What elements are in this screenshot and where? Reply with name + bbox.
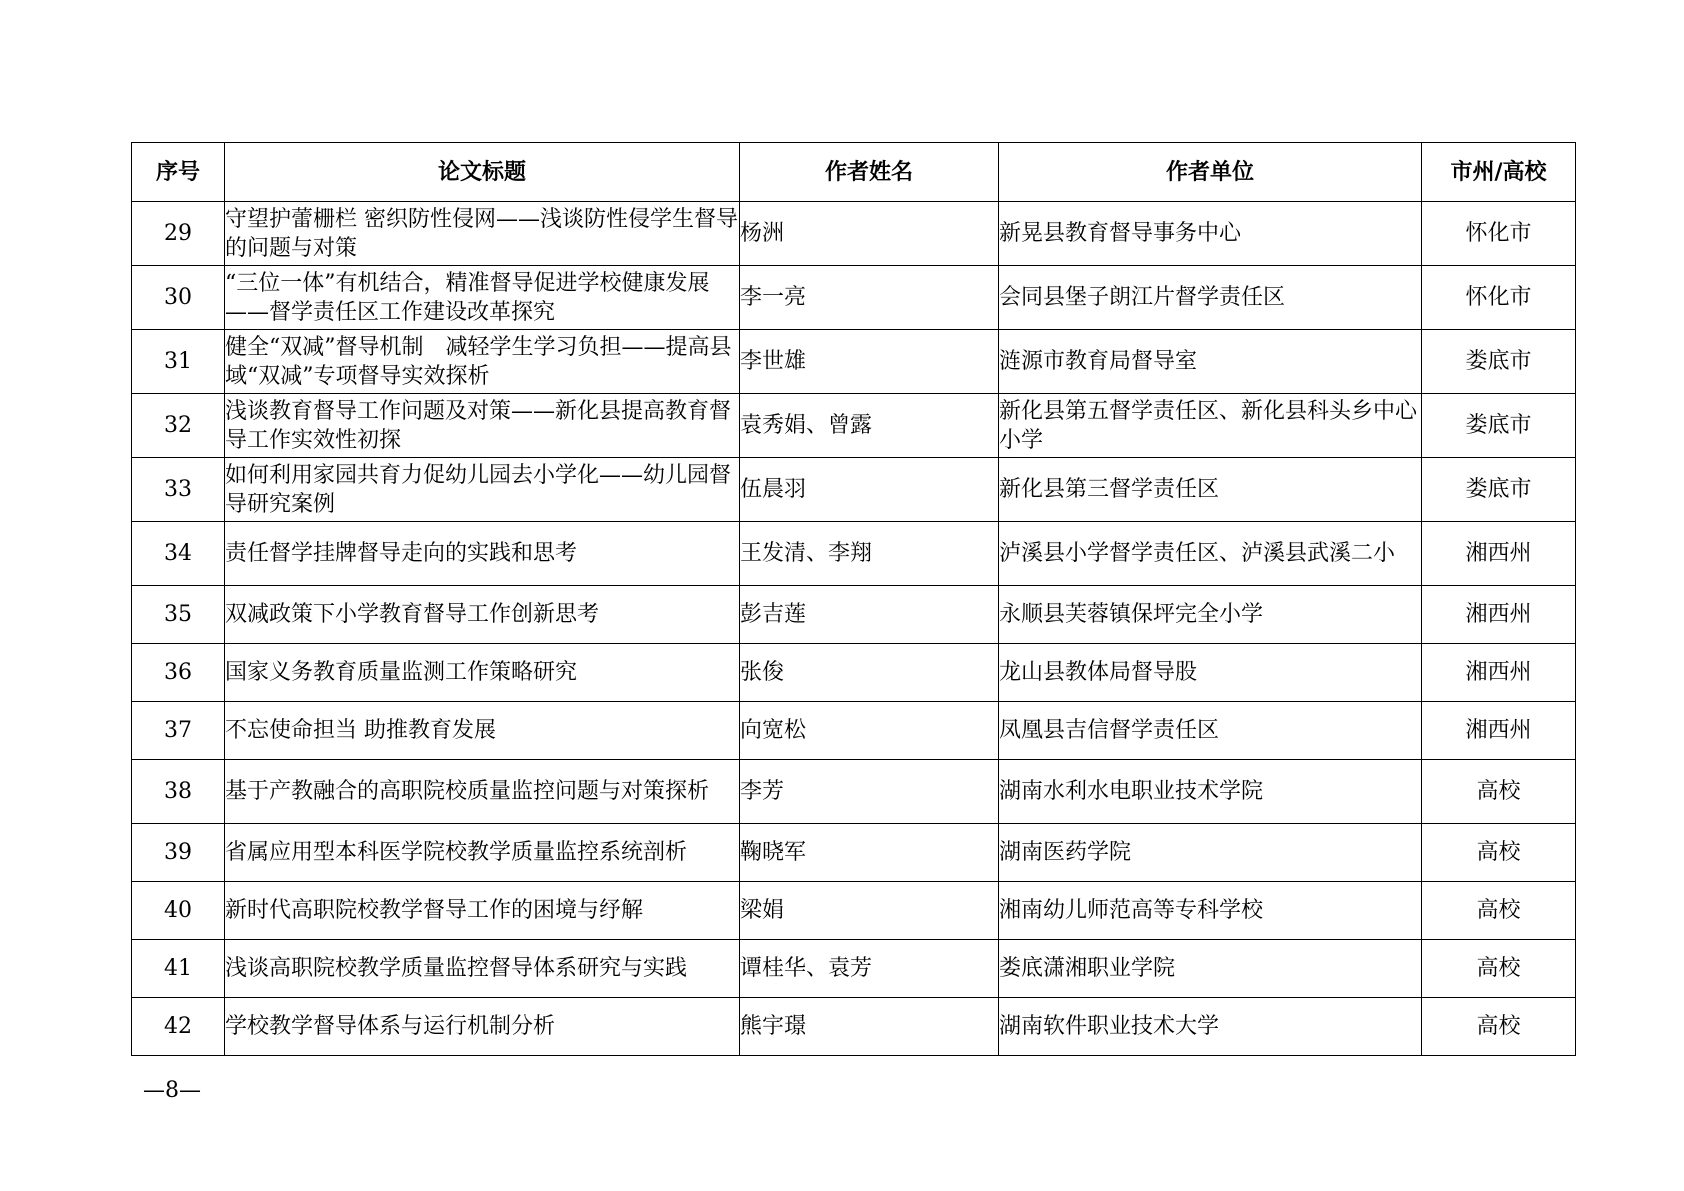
cell-author-name: 向宽松 xyxy=(740,702,999,760)
cell-author-unit: 湖南软件职业技术大学 xyxy=(999,998,1422,1056)
cell-author-unit: 湖南医药学院 xyxy=(999,824,1422,882)
table-row xyxy=(132,882,1576,940)
cell-city-or-university: 湘西州 xyxy=(1422,702,1576,760)
cell-paper-title: 国家义务教育质量监测工作策略研究 xyxy=(225,644,740,702)
cell-author-unit: 永顺县芙蓉镇保坪完全小学 xyxy=(999,586,1422,644)
cell-paper-title: 健全“双减”督导机制 减轻学生学习负担——提高县域“双减”专项督导实效探析 xyxy=(225,330,740,394)
cell-serial-number: 39 xyxy=(132,824,225,882)
cell-serial-number: 40 xyxy=(132,882,225,940)
cell-city-or-university: 怀化市 xyxy=(1422,202,1576,266)
cell-author-name: 李世雄 xyxy=(740,330,999,394)
table-row xyxy=(132,644,1576,702)
cell-author-name: 李芳 xyxy=(740,760,999,824)
cell-city-or-university: 高校 xyxy=(1422,824,1576,882)
table-row xyxy=(132,940,1576,998)
cell-serial-number: 38 xyxy=(132,760,225,824)
cell-city-or-university: 娄底市 xyxy=(1422,394,1576,458)
cell-author-name: 张俊 xyxy=(740,644,999,702)
header-city-or-university: 市州/高校 xyxy=(1422,143,1576,202)
table-row xyxy=(132,760,1576,824)
cell-author-name: 李一亮 xyxy=(740,266,999,330)
cell-city-or-university: 高校 xyxy=(1422,998,1576,1056)
header-serial-number: 序号 xyxy=(132,143,225,202)
page-number: —8— xyxy=(143,1078,201,1103)
cell-author-unit: 新化县第五督学责任区、新化县科头乡中心小学 xyxy=(999,394,1422,458)
cell-serial-number: 31 xyxy=(132,330,225,394)
header-paper-title: 论文标题 xyxy=(225,143,740,202)
table-row xyxy=(132,824,1576,882)
table-row xyxy=(132,266,1576,330)
table-row xyxy=(132,522,1576,586)
cell-city-or-university: 高校 xyxy=(1422,760,1576,824)
cell-author-unit: 凤凰县吉信督学责任区 xyxy=(999,702,1422,760)
cell-city-or-university: 湘西州 xyxy=(1422,644,1576,702)
table-row xyxy=(132,394,1576,458)
cell-serial-number: 37 xyxy=(132,702,225,760)
cell-author-unit: 泸溪县小学督学责任区、泸溪县武溪二小 xyxy=(999,522,1422,586)
cell-paper-title: 如何利用家园共育力促幼儿园去小学化——幼儿园督导研究案例 xyxy=(225,458,740,522)
cell-paper-title: 责任督学挂牌督导走向的实践和思考 xyxy=(225,522,740,586)
cell-author-unit: 娄底潇湘职业学院 xyxy=(999,940,1422,998)
cell-author-name: 谭桂华、袁芳 xyxy=(740,940,999,998)
cell-author-unit: 湖南水利水电职业技术学院 xyxy=(999,760,1422,824)
cell-author-unit: 会同县堡子朗江片督学责任区 xyxy=(999,266,1422,330)
table-header-row xyxy=(132,143,1576,202)
cell-paper-title: 双减政策下小学教育督导工作创新思考 xyxy=(225,586,740,644)
table-row xyxy=(132,702,1576,760)
cell-serial-number: 42 xyxy=(132,998,225,1056)
cell-serial-number: 41 xyxy=(132,940,225,998)
cell-author-unit: 新晃县教育督导事务中心 xyxy=(999,202,1422,266)
cell-paper-title: 新时代高职院校教学督导工作的困境与纾解 xyxy=(225,882,740,940)
cell-paper-title: 浅谈教育督导工作问题及对策——新化县提高教育督导工作实效性初探 xyxy=(225,394,740,458)
table-row xyxy=(132,330,1576,394)
cell-paper-title: 省属应用型本科医学院校教学质量监控系统剖析 xyxy=(225,824,740,882)
cell-author-name: 彭吉莲 xyxy=(740,586,999,644)
cell-paper-title: 守望护蕾栅栏 密织防性侵网——浅谈防性侵学生督导的问题与对策 xyxy=(225,202,740,266)
cell-author-name: 鞠晓军 xyxy=(740,824,999,882)
table-row xyxy=(132,586,1576,644)
header-author-name: 作者姓名 xyxy=(740,143,999,202)
cell-city-or-university: 怀化市 xyxy=(1422,266,1576,330)
cell-serial-number: 36 xyxy=(132,644,225,702)
cell-author-name: 杨洲 xyxy=(740,202,999,266)
cell-city-or-university: 娄底市 xyxy=(1422,458,1576,522)
cell-city-or-university: 高校 xyxy=(1422,940,1576,998)
table-row xyxy=(132,458,1576,522)
cell-paper-title: 学校教学督导体系与运行机制分析 xyxy=(225,998,740,1056)
cell-paper-title: 浅谈高职院校教学质量监控督导体系研究与实践 xyxy=(225,940,740,998)
cell-serial-number: 34 xyxy=(132,522,225,586)
paper-list-table xyxy=(131,142,1576,1056)
cell-city-or-university: 湘西州 xyxy=(1422,522,1576,586)
cell-paper-title: “三位一体”有机结合，精准督导促进学校健康发展——督学责任区工作建设改革探究 xyxy=(225,266,740,330)
cell-author-unit: 涟源市教育局督导室 xyxy=(999,330,1422,394)
cell-author-name: 梁娟 xyxy=(740,882,999,940)
cell-author-name: 伍晨羽 xyxy=(740,458,999,522)
cell-author-name: 袁秀娟、曾露 xyxy=(740,394,999,458)
table-row xyxy=(132,202,1576,266)
cell-paper-title: 不忘使命担当 助推教育发展 xyxy=(225,702,740,760)
cell-author-unit: 新化县第三督学责任区 xyxy=(999,458,1422,522)
cell-serial-number: 30 xyxy=(132,266,225,330)
cell-serial-number: 35 xyxy=(132,586,225,644)
cell-author-unit: 湘南幼儿师范高等专科学校 xyxy=(999,882,1422,940)
cell-paper-title: 基于产教融合的高职院校质量监控问题与对策探析 xyxy=(225,760,740,824)
cell-city-or-university: 湘西州 xyxy=(1422,586,1576,644)
table-row xyxy=(132,998,1576,1056)
cell-author-unit: 龙山县教体局督导股 xyxy=(999,644,1422,702)
cell-city-or-university: 高校 xyxy=(1422,882,1576,940)
cell-serial-number: 33 xyxy=(132,458,225,522)
header-author-unit: 作者单位 xyxy=(999,143,1422,202)
cell-serial-number: 32 xyxy=(132,394,225,458)
cell-serial-number: 29 xyxy=(132,202,225,266)
cell-author-name: 熊宇璟 xyxy=(740,998,999,1056)
cell-author-name: 王发清、李翔 xyxy=(740,522,999,586)
cell-city-or-university: 娄底市 xyxy=(1422,330,1576,394)
